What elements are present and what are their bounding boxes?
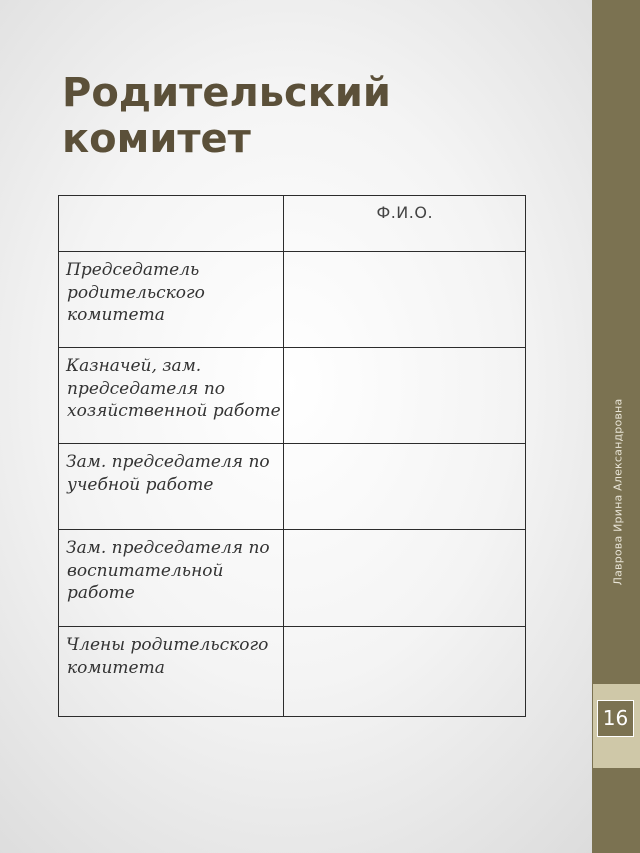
slide-title: Родительский комитет <box>62 70 391 162</box>
role-label: Казначей, зам. председателя по хозяйственной работе <box>66 356 281 421</box>
role-cell <box>59 627 284 717</box>
name-cell <box>284 252 526 348</box>
author-name: Лаврова Ирина Александровна <box>611 398 625 586</box>
role-cell <box>59 444 284 530</box>
name-cell <box>284 627 526 717</box>
table-row <box>59 444 526 530</box>
name-value <box>284 444 525 451</box>
name-value <box>284 530 525 537</box>
name-cell <box>284 348 526 444</box>
role-label: Зам. председателя по воспитательной работе <box>66 538 270 603</box>
name-cell <box>284 530 526 627</box>
role-cell <box>59 348 284 444</box>
header-cell-empty <box>59 196 284 252</box>
role-label: Председатель родительского комитета <box>66 260 205 325</box>
fio-header: Ф.И.О. <box>376 203 434 222</box>
name-value <box>284 252 525 259</box>
table-row <box>59 627 526 717</box>
name-cell <box>284 444 526 530</box>
table-row <box>59 530 526 627</box>
name-value <box>284 627 525 634</box>
table-row <box>59 348 526 444</box>
page-number: 16 <box>597 700 634 737</box>
role-label: Зам. председателя по учебной работе <box>66 452 270 495</box>
name-value <box>284 348 525 355</box>
role-cell <box>59 530 284 627</box>
header-cell-fio <box>284 196 526 252</box>
table-row <box>59 252 526 348</box>
role-cell <box>59 252 284 348</box>
table-header-row <box>59 196 526 252</box>
committee-table <box>58 195 526 717</box>
role-label: Члены родительского комитета <box>66 635 269 678</box>
